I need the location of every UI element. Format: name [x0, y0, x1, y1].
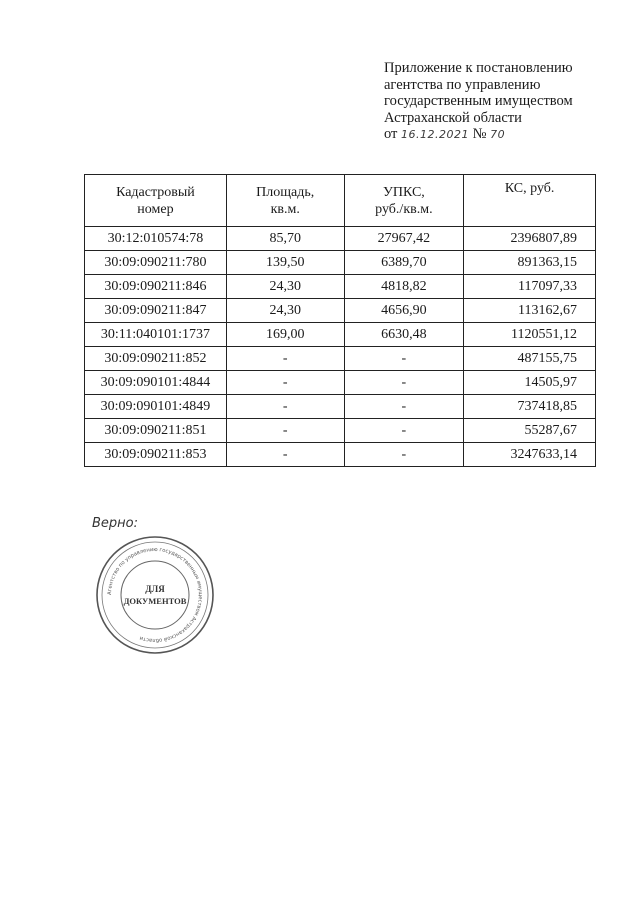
header-line-4: Астраханской области [384, 109, 522, 126]
table-row [85, 275, 596, 299]
cell-upks: - [344, 395, 464, 419]
from-prefix: от [384, 126, 398, 142]
svg-text:Агентство по управлению госуда: Агентство по управлению государственным имуществом Астраханской области [106, 546, 204, 644]
cell-ks: 2396807,89 [464, 227, 596, 251]
cell-upks: 4656,90 [344, 299, 464, 323]
header-line-2: агентства по управлению [384, 76, 541, 93]
cell-cadastral-number: 30:09:090211:847 [85, 299, 227, 323]
table-row [85, 227, 596, 251]
table-row [85, 299, 596, 323]
cell-upks: 6630,48 [344, 323, 464, 347]
certification-verno: Верно: [92, 516, 139, 531]
cell-ks: 55287,67 [464, 419, 596, 443]
cell-upks: - [344, 443, 464, 467]
cell-area: - [226, 395, 344, 419]
header-line-3: государственным имуществом [384, 93, 573, 109]
cell-area: - [226, 347, 344, 371]
col-header-cadastral: Кадастровый номер [85, 175, 227, 227]
cell-ks: 737418,85 [464, 395, 596, 419]
cell-area: 24,30 [226, 275, 344, 299]
cell-cadastral-number: 30:09:090101:4844 [85, 371, 227, 395]
table-row [85, 395, 596, 419]
cell-upks: 27967,42 [344, 227, 464, 251]
cell-area: - [226, 371, 344, 395]
col-header-ks: КС, руб. [464, 175, 596, 227]
cell-area: 85,70 [226, 227, 344, 251]
cell-area: - [226, 419, 344, 443]
cell-ks: 1120551,12 [464, 323, 596, 347]
cadastral-value-table [84, 174, 596, 467]
col-header-area: Площадь, кв.м. [226, 175, 344, 227]
cell-upks: - [344, 347, 464, 371]
cell-area: 139,50 [226, 251, 344, 275]
cell-cadastral-number: 30:09:090211:851 [85, 419, 227, 443]
table-header-row [85, 175, 596, 227]
header-line-1: Приложение к постановлению [384, 60, 573, 76]
svg-text:ДОКУМЕНТОВ: ДОКУМЕНТОВ [123, 596, 187, 606]
cell-cadastral-number: 30:09:090211:853 [85, 443, 227, 467]
table-row [85, 443, 596, 467]
table-row [85, 323, 596, 347]
cell-cadastral-number: 30:11:040101:1737 [85, 323, 227, 347]
cell-ks: 3247633,14 [464, 443, 596, 467]
table-row [85, 347, 596, 371]
cell-ks: 487155,75 [464, 347, 596, 371]
cell-cadastral-number: 30:09:090211:852 [85, 347, 227, 371]
table-row [85, 419, 596, 443]
cell-cadastral-number: 30:09:090211:780 [85, 251, 227, 275]
cell-area: - [226, 443, 344, 467]
cell-upks: - [344, 419, 464, 443]
cell-upks: 6389,70 [344, 251, 464, 275]
appendix-header [384, 60, 624, 144]
cell-ks: 117097,33 [464, 275, 596, 299]
svg-text:ДЛЯ: ДЛЯ [145, 584, 165, 594]
header-date-line [384, 126, 624, 144]
cell-ks: 113162,67 [464, 299, 596, 323]
cell-ks: 891363,15 [464, 251, 596, 275]
cell-upks: - [344, 371, 464, 395]
number-sign: № [472, 126, 487, 142]
handwritten-number: 70 [490, 128, 506, 141]
handwritten-date: 16.12.2021 [401, 128, 470, 141]
cell-upks: 4818,82 [344, 275, 464, 299]
cell-area: 169,00 [226, 323, 344, 347]
table-row [85, 251, 596, 275]
stamp-seal-icon [90, 530, 220, 660]
cell-area: 24,30 [226, 299, 344, 323]
cell-cadastral-number: 30:09:090211:846 [85, 275, 227, 299]
table-row [85, 371, 596, 395]
cell-cadastral-number: 30:09:090101:4849 [85, 395, 227, 419]
col-header-upks: УПКС, руб./кв.м. [344, 175, 464, 227]
cell-ks: 14505,97 [464, 371, 596, 395]
cell-cadastral-number: 30:12:010574:78 [85, 227, 227, 251]
official-stamp [90, 530, 220, 665]
